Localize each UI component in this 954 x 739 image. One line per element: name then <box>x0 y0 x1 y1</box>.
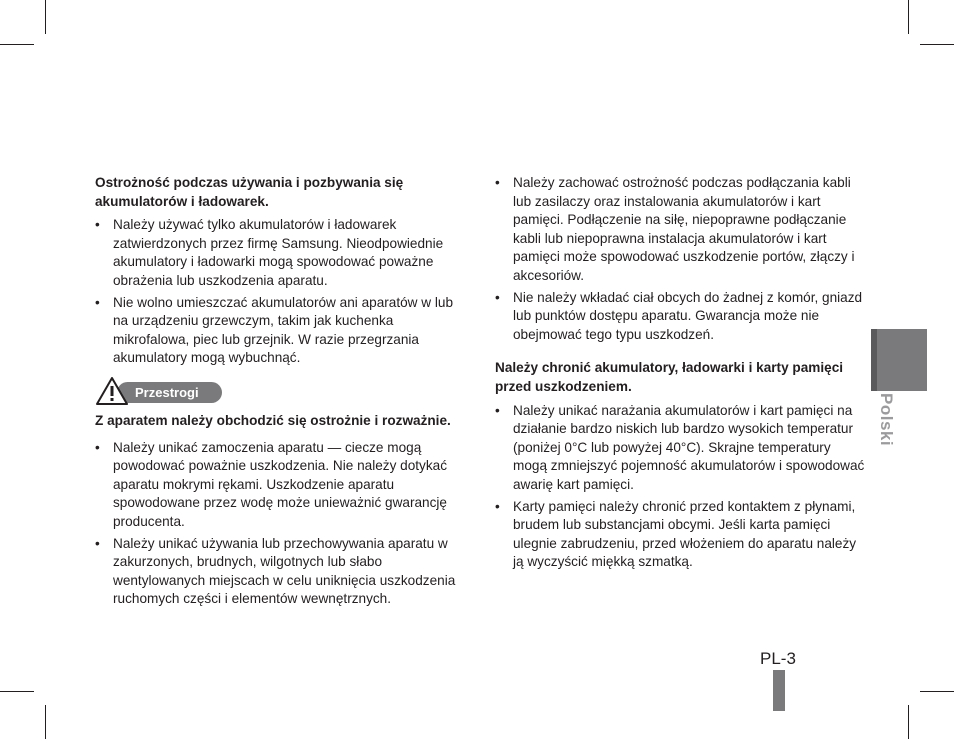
handling-bullet-list <box>95 439 467 609</box>
list-item-text: Należy unikać zamoczenia aparatu — ciecze mogą powodować poważnie uszkodzenia. Nie należy dotykać aparatu mokrymi rękami. Uszkodzenie aparatu spowodowane przez wodę może unieważnić gwarancję producenta. <box>113 439 447 529</box>
bullet-icon: • <box>95 439 100 455</box>
bullet-icon: • <box>495 175 500 190</box>
crop-mark <box>920 44 954 45</box>
list-item-text: Nie należy wkładać ciał obcych do żadnej z komór, gniazd lub punktów dostępu aparatu. Gwarancja może nie obejmować tego typu uszkodzeń. <box>513 289 863 342</box>
list-item-text: Należy używać tylko akumulatorów i ładowarek zatwierdzonych przez firmę Samsung. Nieodpowiednie akumulatory i ładowarki mogą spowodować poważne obrażenia lub uszkodzenia aparatu. <box>113 217 444 288</box>
crop-mark <box>0 691 34 692</box>
bullet-icon: • <box>495 498 500 514</box>
bullet-icon: • <box>95 217 100 233</box>
page-number: PL-3 <box>760 649 796 668</box>
handling-section-heading: Z aparatem należy obchodzić się ostrożnie i rozważnie. <box>95 412 451 428</box>
crop-mark <box>920 691 954 692</box>
battery-bullet-list <box>95 216 467 368</box>
caution-banner <box>95 376 467 406</box>
list-item-text: Należy zachować ostrożność podczas podłączania kabli lub zasilaczy oraz instalowania akumulatorów i kart pamięci. Podłączenie na siłę, niepoprawne podłączanie kabli lub niepoprawna instalacja akumulatorów i kart pamięci może spowodować uszkodzenie portów, złączy i akcesoriów. <box>513 175 855 283</box>
list-item <box>95 535 467 609</box>
bullet-icon: • <box>95 535 100 551</box>
crop-mark <box>45 0 46 34</box>
language-tab <box>871 329 927 391</box>
bullet-icon: • <box>495 402 500 418</box>
crop-mark <box>908 0 909 34</box>
caution-label: Przestrogi <box>117 382 222 403</box>
list-item <box>95 294 467 368</box>
bullet-icon: • <box>95 294 100 310</box>
list-item <box>95 216 467 290</box>
list-item <box>495 289 865 345</box>
battery-section-heading: Ostrożność podczas używania i pozbywania się akumulatorów i ładowarek. <box>95 175 404 209</box>
crop-mark <box>45 705 46 739</box>
bullet-icon: • <box>495 289 500 305</box>
list-item-text: Karty pamięci należy chronić przed kontaktem z płynami, brudem lub substancjami obcymi. Jeśli karta pamięci ulegnie zabrudzeniu, przed włożeniem do aparatu należy ją wyczyścić miękką szmatką. <box>513 498 857 570</box>
connection-bullet-list <box>495 174 865 344</box>
right-column <box>495 174 865 575</box>
page-marker-bar <box>773 670 785 711</box>
crop-mark <box>0 44 34 45</box>
list-item-text: Nie wolno umieszczać akumulatorów ani aparatów w lub na urządzeniu grzewczym, takim jak kuchenka mikrofalowa, piec lub grzejnik. W razie przegrzania akumulatory mogą wybuchnąć. <box>113 294 454 366</box>
warning-triangle-icon <box>95 376 129 406</box>
list-item-text: Należy unikać narażania akumulatorów i kart pamięci na działanie bardzo niskich lub bardzo wysokich temperatur (poniżej 0°C lub powyżej 40°C). Skrajne temperatury mogą zmniejszyć pojemność akumulatorów i spowodować awarię kart pamięci. <box>513 402 865 492</box>
language-label: Polski <box>877 393 896 447</box>
list-item <box>495 402 865 495</box>
language-tab-edge <box>871 329 877 391</box>
protection-bullet-list <box>495 402 865 572</box>
list-item <box>495 174 865 286</box>
list-item <box>495 498 865 572</box>
list-item-text: Należy unikać używania lub przechowywania aparatu w zakurzonych, brudnych, wilgotnych lub słabo wentylowanych miejscach w celu uniknięcia uszkodzenia ruchomych części i elementów wewnętrznych. <box>113 535 456 607</box>
list-item <box>95 439 467 532</box>
crop-mark <box>908 705 909 739</box>
protection-section-heading: Należy chronić akumulatory, ładowarki i karty pamięci przed uszkodzeniem. <box>495 360 844 394</box>
left-column <box>95 174 467 612</box>
